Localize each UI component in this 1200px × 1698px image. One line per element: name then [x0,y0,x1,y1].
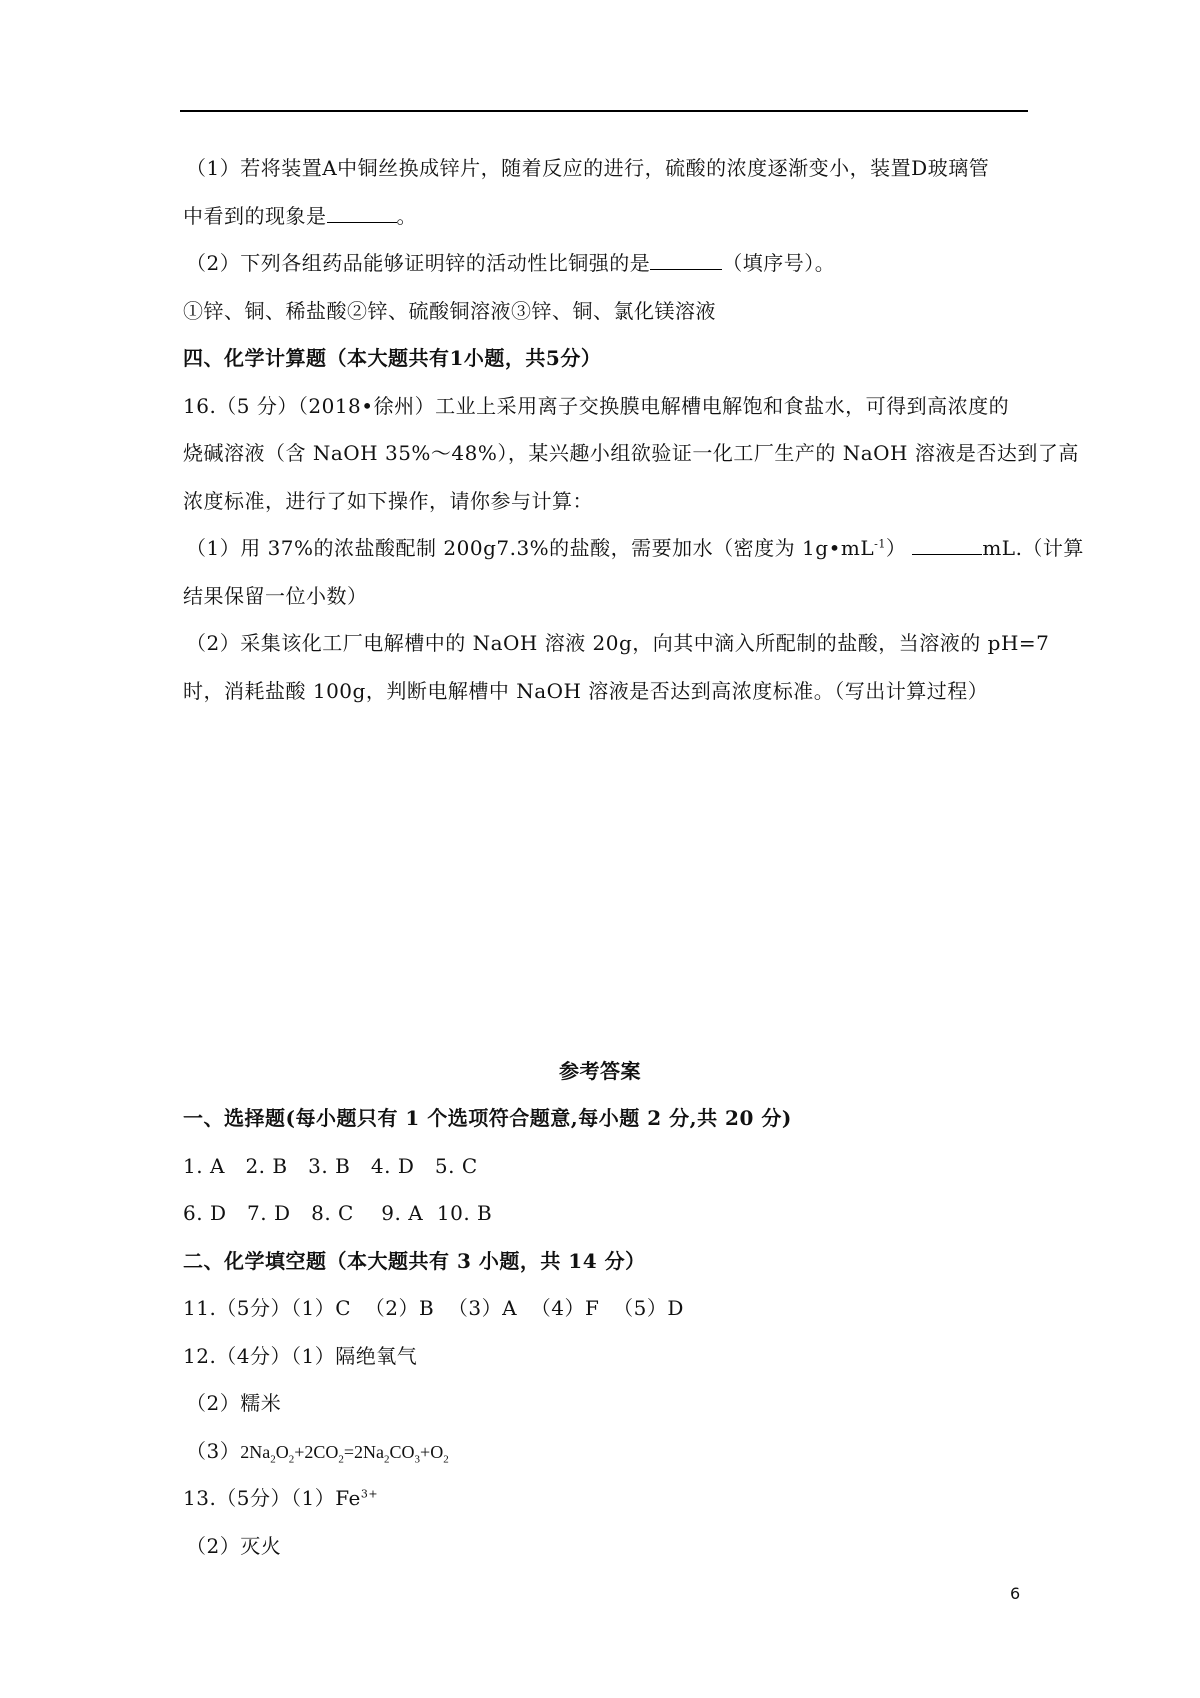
page-number: 6 [1010,1584,1021,1603]
chemical-equation: $2Na_2O_2+2CO_2=2Na_2CO_3+O_2$ [240,1442,449,1466]
q15-part1-line1: （1）若将装置A中铜丝换成锌片，随着反应的进行，硫酸的浓度逐渐变小，装置D玻璃管 [186,156,990,180]
answers-section-2: 二、化学填空题（本大题共有 3 小题，共 14 分） [183,1249,646,1273]
answer-12-1: 12.（4分）（1）隔绝氧气 [183,1344,418,1368]
section-4-heading: 四、化学计算题（本大题共有1小题，共5分） [183,346,602,370]
answer-blank [650,251,722,270]
answers-title: 参考答案 [559,1059,641,1083]
mc-answers-row2: 6. D 7. D 8. C 9. A 10. B [183,1201,493,1225]
q15-part2-text: （2）下列各组药品能够证明锌的活动性比铜强的是 [186,251,651,275]
q15-part1-text: 中看到的现象是 [183,204,327,228]
answer-11: 11.（5分）（1）C （2）B （3）A （4）F （5）D [183,1296,684,1320]
q16-part1-unit: mL.（计算 [982,536,1084,560]
q16-part1-line2: 结果保留一位小数） [183,584,368,608]
q15-part2 [186,250,835,276]
header-rule [180,110,1028,112]
q16-part1 [186,535,1084,561]
superscript: 3+ [360,1487,379,1501]
q15-options: ①锌、铜、稀盐酸②锌、硫酸铜溶液③锌、铜、氯化镁溶液 [183,299,716,323]
answer-12-3-label: （3） [186,1439,241,1463]
q16-part2-line1: （2）采集该化工厂电解槽中的 NaOH 溶液 20g，向其中滴入所配制的盐酸，当溶液的 pH=7 [186,631,1050,655]
q16-part1-paren: ） [885,536,907,560]
q16-line2: 烧碱溶液（含 NaOH 35%～48%），某兴趣小组欲验证一化工厂生产的 NaOH 溶液是否达到了高 [183,441,1079,465]
q16-line1: 16.（5 分）（2018•徐州）工业上采用离子交换膜电解槽电解饱和食盐水，可得到高浓度的 [183,394,1010,418]
q16-part1-text: （1）用 37%的浓盐酸配制 200g7.3%的盐酸，需要加水（密度为 1g•mL [186,536,875,560]
superscript: -1 [874,537,886,551]
answer-13-1-text: 13.（5分）（1）Fe [183,1486,361,1510]
q15-part1-line2 [183,203,417,229]
answer-blank [327,204,397,223]
q15-part1-end: 。 [396,204,417,228]
answer-blank [912,536,982,555]
answer-13-2: （2）灭火 [186,1534,282,1558]
answer-12-3 [186,1438,449,1465]
q16-part2-line2: 时，消耗盐酸 100g，判断电解槽中 NaOH 溶液是否达到高浓度标准。（写出计算过程） [183,679,989,703]
answer-12-2: （2）糯米 [186,1391,282,1415]
q16-line3: 浓度标准，进行了如下操作，请你参与计算： [183,489,593,513]
mc-answers-row1: 1. A 2. B 3. B 4. D 5. C [183,1154,478,1178]
answer-13-1 [183,1485,378,1511]
answers-section-1: 一、选择题(每小题只有 1 个选项符合题意,每小题 2 分,共 20 分) [183,1106,792,1130]
q15-part2-end: （填序号）。 [722,251,836,275]
